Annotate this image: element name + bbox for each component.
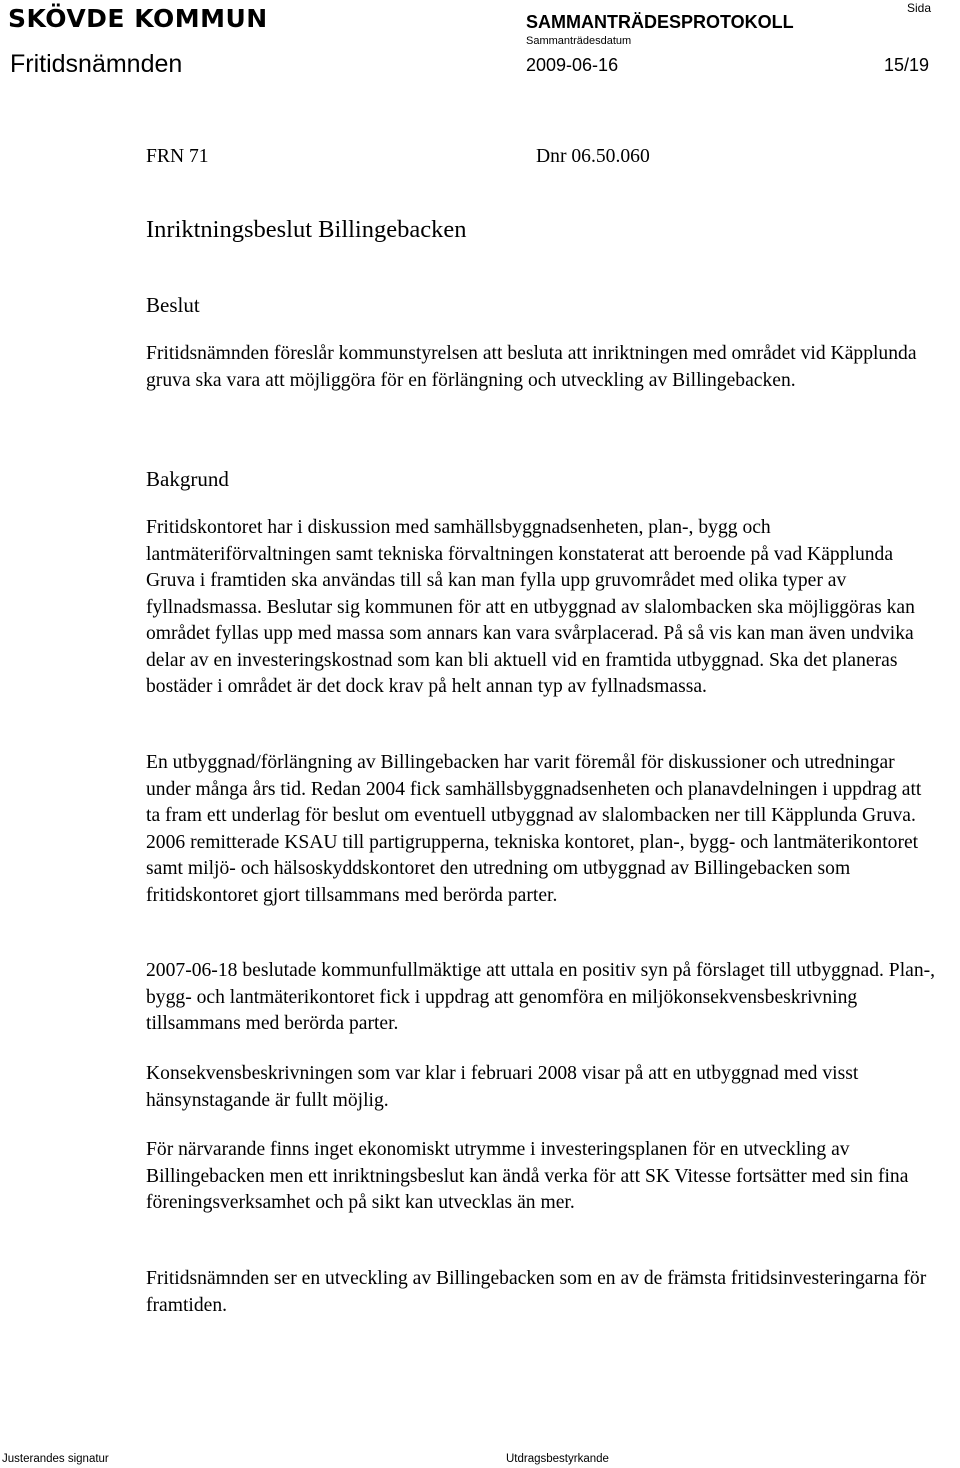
meeting-date-label: Sammanträdesdatum bbox=[526, 35, 632, 47]
page-label: Sida bbox=[907, 1, 932, 15]
background-paragraph: För närvarande finns inget ekonomiskt utrymme i investeringsplanen för en utveckling av Billingebacken men ett inriktningsbeslut kan ändå verka för att SK Vitesse fortsätter med sin fina föreningsverksamhet och på sikt kan utvecklas än mer. bbox=[146, 1139, 909, 1213]
background-paragraph: Fritidsnämnden ser en utveckling av Billingebacken som en av de främsta fritidsinvesteringarna för framtiden. bbox=[146, 1268, 927, 1316]
municipality-logo: SKÖVDE KOMMUN bbox=[8, 4, 268, 33]
signature-label: Justerandes signatur bbox=[2, 1453, 109, 1465]
protocol-title: SAMMANTRÄDESPROTOKOLL bbox=[526, 12, 794, 32]
background-heading: Bakgrund bbox=[146, 467, 229, 491]
certification-label: Utdragsbestyrkande bbox=[506, 1453, 609, 1465]
committee-name: Fritidsnämnden bbox=[10, 50, 183, 78]
decision-text: Fritidsnämnden föreslår kommunstyrelsen att besluta att inriktningen med området vid Käpplunda gruva ska vara att möjliggöra för en förlängning och utveckling av Billingebacken. bbox=[146, 343, 917, 391]
case-title: Inriktningsbeslut Billingebacken bbox=[146, 216, 467, 243]
background-paragraph: 2007-06-18 beslutade kommunfullmäktige att uttala en positiv syn på förslaget till utbyggnad. Plan-, bygg- och lantmäterikontoret fick i uppdrag att genomföra en miljökonsekvensbeskrivning tillsammans med berörda parter. bbox=[146, 960, 936, 1034]
page-number: 15/19 bbox=[884, 55, 930, 75]
background-paragraph: En utbyggnad/förlängning av Billingebacken har varit föremål för diskussioner och utredningar under många års tid. Redan 2004 fick samhällsbyggnadsenheten och planavdelningen i uppdrag att ta fram ett underlag för beslut om eventuell utbyggnad av slalombacken ner till Käpplunda Gruva. 2006 remitterade KSAU till partigrupperna, tekniska kontoret, plan-, bygg- och lantmäterikontoret samt miljö- och hälsoskyddskontoret den utredning om utbyggnad av Billingebacken som fritidskontoret gjort tillsammans med berörda parter. bbox=[146, 752, 922, 906]
background-paragraph: Fritidskontoret har i diskussion med samhällsbyggnadsenheten, plan-, bygg och lantmäteriförvaltningen samt tekniska förvaltningen konstaterat att beroende på vad Käpplunda Gruva i framtiden ska användas till så kan man fylla upp gruvområdet med olika typer av fyllnadsmassa. Beslutar sig kommunen för att en utbyggnad av slalombacken ska möjliggöras kan området fyllas upp med massa som annars kan vara svårplacerad. På så vis kan man även undvika delar av en investeringskostnad som kan bli aktuell vid en framtida utbyggnad. Ska det planeras bostäder i området är det dock krav på helt annan typ av fyllnadsmassa. bbox=[146, 517, 915, 697]
case-number: FRN 71 bbox=[146, 146, 209, 167]
meeting-date: 2009-06-16 bbox=[526, 55, 619, 75]
decision-heading: Beslut bbox=[146, 293, 200, 317]
background-paragraph: Konsekvensbeskrivningen som var klar i februari 2008 visar på att en utbyggnad med visst hänsynstagande är fullt möjlig. bbox=[146, 1063, 859, 1111]
diary-number: Dnr 06.50.060 bbox=[536, 146, 650, 167]
